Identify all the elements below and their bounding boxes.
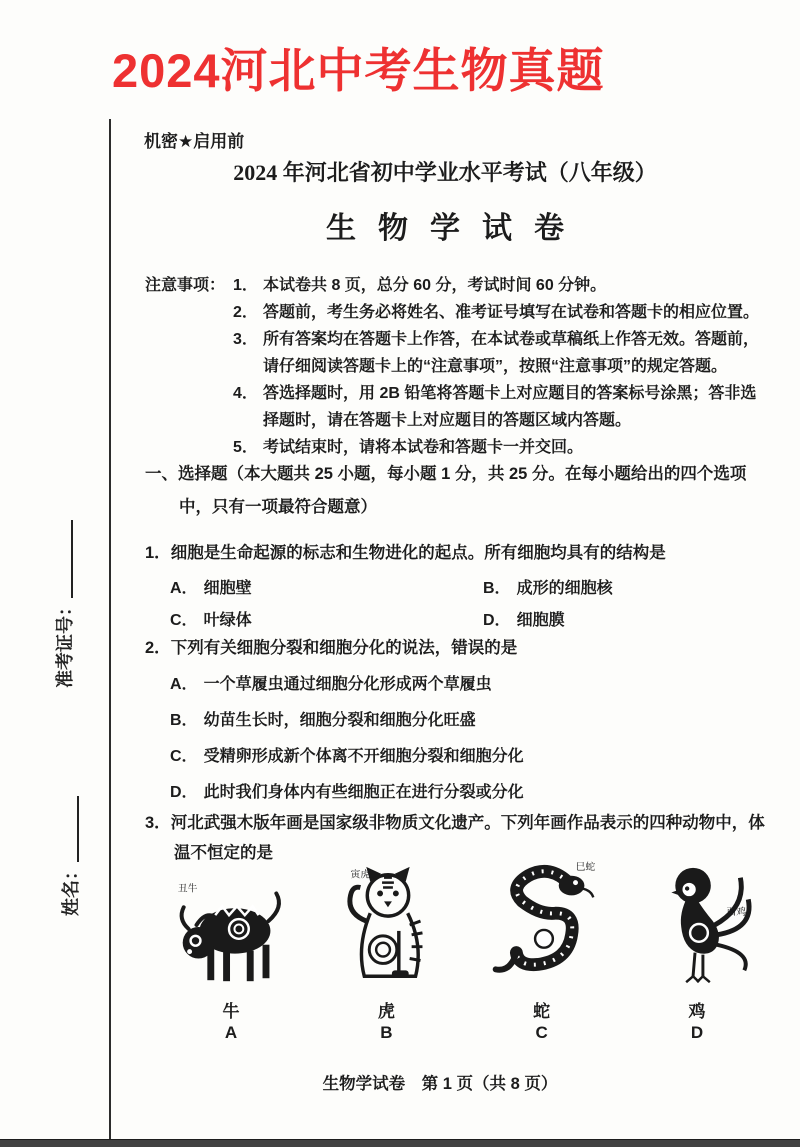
option-a: A． 细胞壁: [170, 580, 252, 597]
figure-snake: [473, 856, 611, 1043]
banner-title: 2024河北中考生物真题: [112, 44, 605, 97]
question-2: [145, 633, 765, 816]
question-1-options: [170, 575, 765, 630]
option-letter: A: [224, 1023, 238, 1042]
page-fold-line: [109, 119, 111, 1142]
name-field: [57, 786, 83, 926]
name-blank: [64, 796, 79, 862]
question-2-options: [170, 672, 765, 806]
figure-rooster-caption: [628, 997, 766, 1043]
notice-block: [145, 272, 767, 461]
option-letter: B: [380, 1023, 393, 1042]
animal-name: 鸡: [688, 1002, 706, 1021]
option-d: D． 细胞膜: [483, 612, 565, 629]
scan-bottom-edge: [0, 1139, 800, 1147]
notice-items: [233, 272, 767, 461]
option-b: B． 成形的细胞核: [483, 580, 613, 597]
exam-title: 2024 年河北省初中学业水平考试（八年级）: [233, 160, 657, 185]
option-c: C． 叶绿体: [170, 612, 252, 629]
rooster-print-image: [637, 856, 757, 994]
exam-number-blank: [58, 520, 73, 598]
notice-item: 2． 答题前，考生务必将姓名、准考证号填写在试卷和答题卡的相应位置。: [233, 304, 760, 321]
tiger-annotation: 寅虎: [350, 869, 371, 881]
figure-snake-caption: [473, 997, 611, 1043]
question-2-stem: 2．下列有关细胞分裂和细胞分化的说法，错误的是: [145, 639, 518, 657]
option-c: C． 受精卵形成新个体离不开细胞分裂和细胞分化: [170, 748, 524, 765]
option-letter: C: [535, 1023, 548, 1042]
rooster-annotation: 酉鸡: [726, 907, 747, 919]
notice-item: 3． 所有答案均在答题卡上作答，在本试卷或草稿纸上作答无效。答题前，请仔细阅读答题卡上的“注意事项”，按照“注意事项”的规定答题。: [233, 331, 760, 375]
page-footer: 生物学试卷 第 1 页（共 8 页）: [322, 1075, 558, 1093]
option-b: B． 幼苗生长时，细胞分裂和细胞分化旺盛: [170, 712, 476, 729]
ox-print-image: [171, 856, 291, 994]
option-a: A． 一个草履虫通过细胞分化形成两个草履虫: [170, 676, 492, 693]
animal-name: 虎: [377, 1002, 395, 1021]
figure-rooster: [628, 856, 766, 1043]
notice-item: 4． 答选择题时，用 2B 铅笔将答题卡上对应题目的答案标号涂黑；答非选择题时，请在答题卡上对应题目的答题区域内答题。: [233, 385, 757, 429]
exam-number-field: [51, 484, 77, 724]
question-1-stem: 1．细胞是生命起源的标志和生物进化的起点。所有细胞均具有的结构是: [145, 544, 666, 562]
name-label: 姓名：: [61, 862, 81, 916]
figure-ox: [162, 856, 300, 1043]
section-heading: 一、选择题（本大题共 25 小题，每小题 1 分，共 25 分。在每小题给出的四个选项中，只有一项最符合题意）: [145, 465, 747, 516]
figure-tiger: [317, 856, 455, 1043]
animal-name: 牛: [222, 1002, 240, 1021]
question-3-figures: [162, 856, 766, 1043]
notice-item: 5． 考试结束时，请将本试卷和答题卡一并交回。: [233, 439, 584, 456]
snake-print-image: [482, 856, 602, 994]
security-notice: 机密★启用前: [144, 132, 245, 151]
question-1: [145, 538, 765, 630]
notice-item: 1． 本试卷共 8 页，总分 60 分，考试时间 60 分钟。: [233, 277, 607, 294]
option-d: D． 此时我们身体内有些细胞正在进行分裂或分化: [170, 784, 524, 801]
snake-annotation: 巳蛇: [575, 861, 595, 873]
exam-number-label: 准考证号：: [55, 598, 75, 688]
figure-tiger-caption: [317, 997, 455, 1043]
ox-annotation: 丑牛: [177, 883, 198, 895]
paper-title: 生物学试卷: [326, 212, 586, 245]
animal-name: 蛇: [533, 1002, 551, 1021]
question-3-stem: 3．河北武强木版年画是国家级非物质文化遗产。下列年画作品表示的四种动物中，体温不恒定的是: [145, 814, 765, 862]
tiger-print-image: [326, 856, 446, 994]
notice-label: 注意事项：: [145, 277, 226, 294]
figure-ox-caption: [162, 997, 300, 1043]
option-letter: D: [690, 1023, 704, 1042]
